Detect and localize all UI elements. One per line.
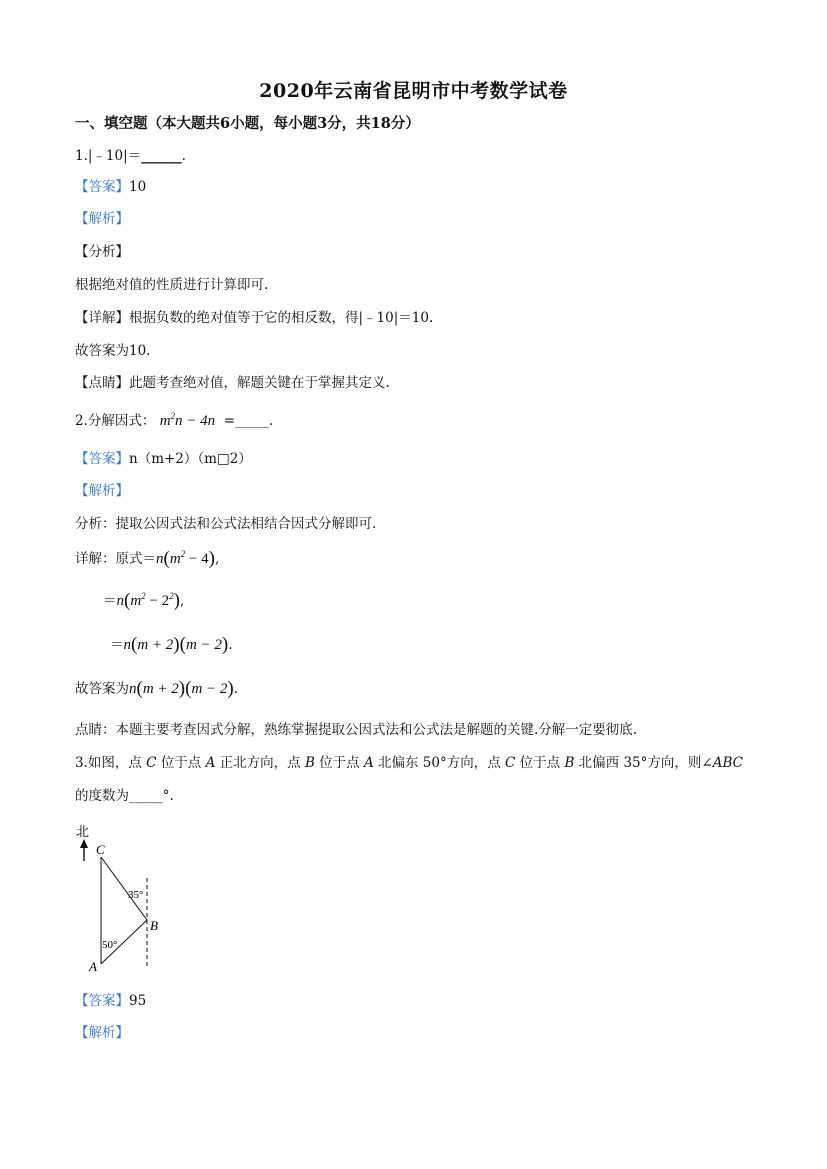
question-expression: $m^2n - 4n$ xyxy=(159,411,216,429)
answer-value: n（m+2）（m□2） xyxy=(129,451,252,467)
angle-35-label: 35° xyxy=(128,889,144,901)
question-3: 3.如图，点 C 位于点 A 正北方向，点 B 位于点 A 北偏东 50°方向，点 C 位于点 B 北偏西 35°方向，则∠ABC xyxy=(75,755,743,771)
answer-row xyxy=(75,178,146,196)
detail-row xyxy=(75,309,433,327)
question-2: 2.分解因式： $m^2n - 4n$ =_____. xyxy=(75,411,274,429)
angle-50-label: 50° xyxy=(102,939,118,951)
analysis-tag: 【解析】 xyxy=(75,211,129,227)
detail-text: 根据负数的绝对值等于它的相反数，得|﹣10|＝10. xyxy=(129,310,434,326)
north-label: 北 xyxy=(76,824,90,839)
answer-blank: ______ xyxy=(141,148,182,164)
geometry-figure xyxy=(70,820,180,980)
section-heading: 一、填空题（本大题共6小题，每小题3分，共18分） xyxy=(75,115,420,132)
answer-blank: _____ xyxy=(129,788,163,804)
analysis-tag: 【解析】 xyxy=(75,1025,129,1041)
comment-tag: 【点睛】 xyxy=(75,375,129,391)
comment-text: 此题考查绝对值，解题关键在于掌握其定义. xyxy=(129,375,390,391)
label-a: A xyxy=(89,959,97,974)
comment-text: 点睛：本题主要考查因式分解，熟练掌握提取公因式法和公式法是解题的关键.分解一定要彻底. xyxy=(75,722,638,738)
answer-row xyxy=(75,992,146,1010)
conclusion-text: 故答案为10. xyxy=(75,343,151,359)
north-arrowhead-icon xyxy=(80,839,88,848)
detail-step-2: $=n(m^2 - 2^2)$, xyxy=(103,590,185,611)
question-3-line-2: 的度数为_____°. xyxy=(75,788,174,804)
fenxi-tag: 【分析】 xyxy=(75,244,129,260)
question-1: 1.|﹣10|＝______. xyxy=(75,148,186,164)
answer-blank: _____ xyxy=(235,413,269,429)
analysis-tag: 【解析】 xyxy=(75,483,129,499)
detail-tag: 【详解】 xyxy=(75,310,129,326)
answer-row xyxy=(75,450,252,468)
conclusion-row: 故答案为n(m + 2)(m − 2). xyxy=(75,678,239,699)
page-title: 2020年云南省昆明市中考数学试卷 xyxy=(259,80,568,102)
detail-step-1: 详解：原式$=n(m^2 - 4)$, xyxy=(75,548,220,569)
label-c: C xyxy=(96,842,105,857)
answer-tag: 【答案】 xyxy=(75,993,129,1009)
answer-value: 10 xyxy=(129,179,147,195)
label-b: B xyxy=(150,918,158,933)
answer-value: 95 xyxy=(129,993,147,1009)
fenxi-text: 根据绝对值的性质进行计算即可. xyxy=(75,277,269,293)
comment-row xyxy=(75,374,390,392)
detail-step-3: ＝n(m + 2)(m − 2). xyxy=(110,634,233,655)
answer-tag: 【答案】 xyxy=(75,179,129,195)
analysis-text: 分析：提取公因式法和公式法相结合因式分解即可. xyxy=(75,516,377,532)
answer-tag: 【答案】 xyxy=(75,451,129,467)
